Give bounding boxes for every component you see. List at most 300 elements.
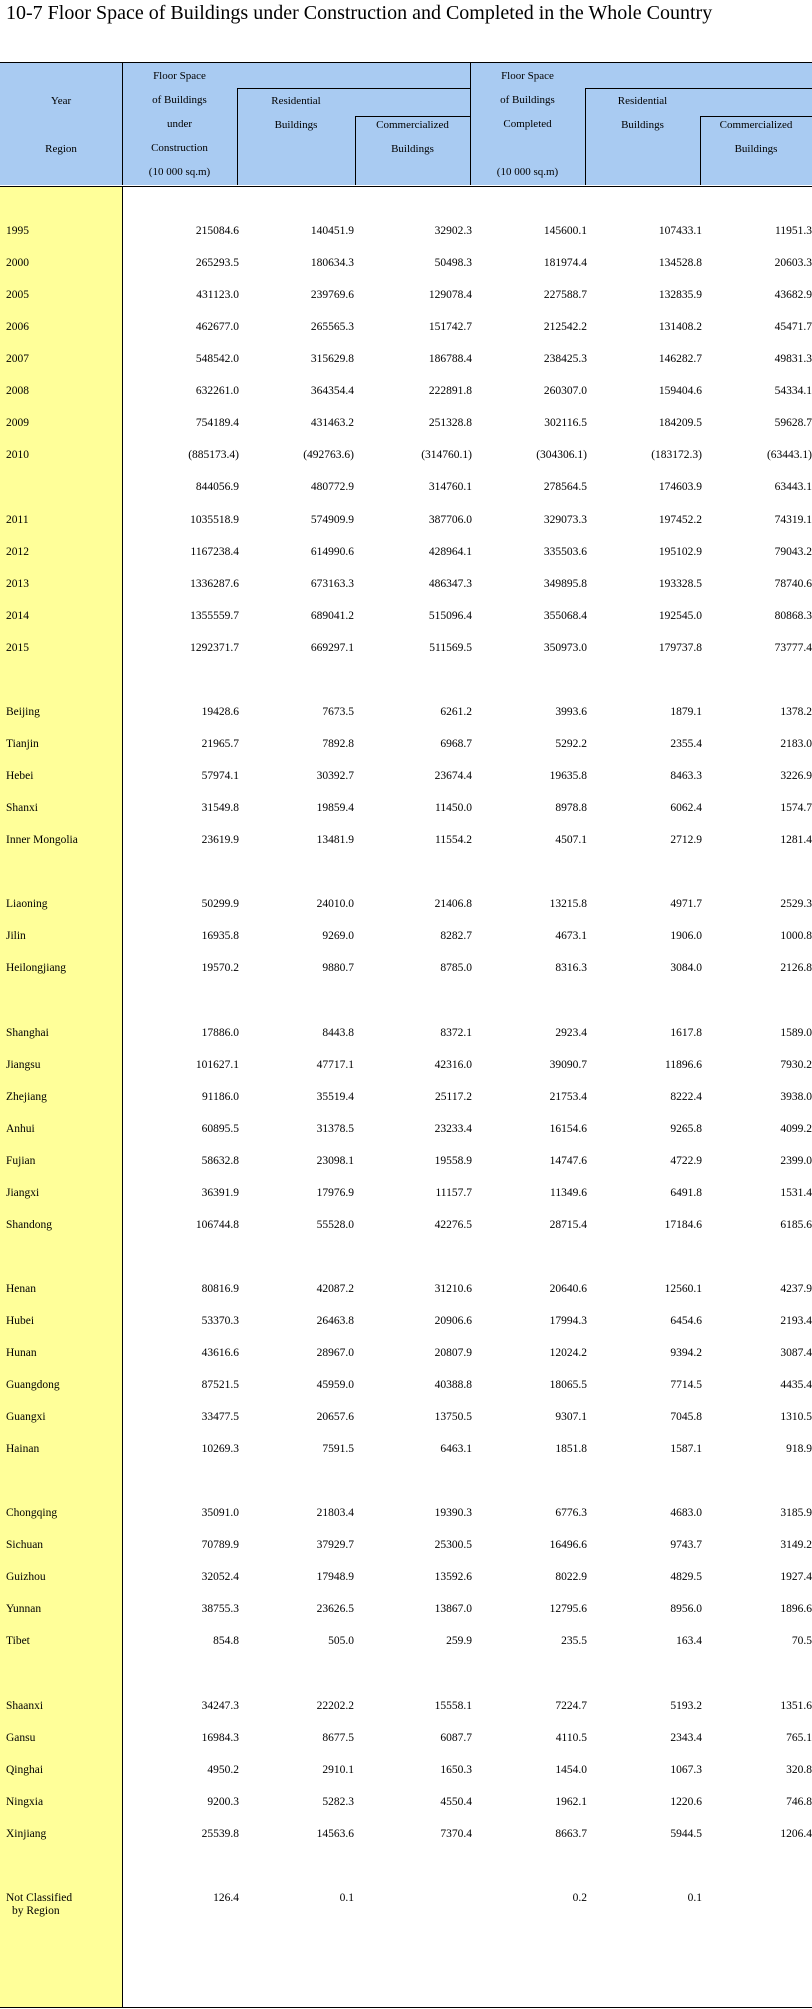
cell-value: 1454.0 (555, 1764, 587, 1776)
cell-value: 184209.5 (658, 417, 702, 429)
cell-value: 8316.3 (555, 962, 587, 974)
cell-value: 21803.4 (316, 1507, 354, 1519)
cell-value: 25117.2 (435, 1091, 472, 1103)
cell-value: 669297.1 (310, 642, 354, 654)
table-row (0, 1507, 812, 1529)
cell-value: 222891.8 (428, 385, 472, 397)
cell-value: 45471.7 (774, 321, 812, 333)
row-label: 2009 (6, 417, 29, 429)
cell-value: 260307.0 (543, 385, 587, 397)
cell-value: 23626.5 (316, 1603, 354, 1615)
header-bottom-rule (0, 186, 812, 187)
cell-value: 511569.5 (429, 642, 472, 654)
cell-value: 2126.8 (780, 962, 812, 974)
cell-value: 1927.4 (780, 1571, 812, 1583)
cell-value: 239769.6 (310, 289, 354, 301)
cell-value: 17976.9 (316, 1187, 354, 1199)
cell-value: 59628.7 (774, 417, 812, 429)
cell-value: 2343.4 (670, 1732, 702, 1744)
cell-value: 6491.8 (670, 1187, 702, 1199)
cell-value: 7714.5 (670, 1379, 702, 1391)
cell-value: 4829.5 (670, 1571, 702, 1583)
cell-value: 350973.0 (543, 642, 587, 654)
cell-value: 8282.7 (440, 930, 472, 942)
cell-value: 9200.3 (207, 1796, 239, 1808)
cell-value: 1531.4 (780, 1187, 812, 1199)
cell-value: 20657.6 (316, 1411, 354, 1423)
cell-value: (492763.6) (303, 449, 354, 461)
cell-value: 13215.8 (549, 898, 587, 910)
cell-value: 32052.4 (201, 1571, 239, 1583)
cell-value: (63443.1) (766, 449, 812, 461)
table-row (0, 1315, 812, 1337)
cell-value: 180634.3 (310, 257, 354, 269)
cell-value: 17994.3 (549, 1315, 587, 1327)
cell-value: 1292371.7 (190, 642, 239, 654)
table-row (0, 417, 812, 439)
cell-value: 70789.9 (201, 1539, 239, 1551)
cell-value: 5292.2 (555, 738, 587, 750)
cell-value: 12560.1 (664, 1283, 702, 1295)
cell-value: 480772.9 (310, 481, 354, 493)
cell-value: 0.1 (687, 1892, 702, 1904)
cell-value: 17886.0 (201, 1027, 239, 1039)
cell-value: 574909.9 (310, 514, 354, 526)
cell-value: 462677.0 (195, 321, 239, 333)
cell-value: 47717.1 (316, 1059, 354, 1071)
cell-value: 486347.3 (428, 578, 472, 590)
cell-value: 22202.2 (316, 1700, 354, 1712)
cell-value: 23233.4 (434, 1123, 472, 1135)
cell-value: 20603.3 (774, 257, 812, 269)
cell-value: 329073.3 (543, 514, 587, 526)
row-label: Anhui (6, 1123, 35, 1135)
table-row (0, 1379, 812, 1401)
cell-value: 106744.8 (195, 1219, 239, 1231)
table-row (0, 1283, 812, 1305)
cell-value: 548542.0 (195, 353, 239, 365)
cell-value: 60895.5 (201, 1123, 239, 1135)
row-label: Jilin (6, 930, 26, 942)
cell-value: 387706.0 (428, 514, 472, 526)
cell-value: 364354.4 (310, 385, 354, 397)
row-label: Inner Mongolia (6, 834, 78, 846)
cell-value: 17184.6 (664, 1219, 702, 1231)
cell-value: 25539.8 (201, 1828, 239, 1840)
row-label: 1995 (6, 225, 29, 237)
cell-value: 11554.2 (435, 834, 472, 846)
cell-value: 45959.0 (316, 1379, 354, 1391)
table-row (0, 289, 812, 311)
cell-value: 91186.0 (202, 1091, 239, 1103)
cell-value: 107433.1 (658, 225, 702, 237)
cell-value: 23674.4 (434, 770, 472, 782)
row-label: Shandong (6, 1219, 52, 1231)
row-label: Gansu (6, 1732, 36, 1744)
table-row (0, 1091, 812, 1113)
cell-value: 3185.9 (780, 1507, 812, 1519)
cell-value: 12024.2 (549, 1347, 587, 1359)
cell-value: 8956.0 (670, 1603, 702, 1615)
cell-value: 70.5 (791, 1635, 812, 1647)
cell-value: 4673.1 (555, 930, 587, 942)
cell-value: 5282.3 (322, 1796, 354, 1808)
cell-value: 28967.0 (316, 1347, 354, 1359)
cell-value: 37929.7 (316, 1539, 354, 1551)
header-year-region: Year Region (45, 95, 77, 155)
cell-value: 49831.3 (774, 353, 812, 365)
cell-value: 15558.1 (434, 1700, 472, 1712)
table-row (0, 578, 812, 600)
cell-value: 4507.1 (555, 834, 587, 846)
row-label: Shaanxi (6, 1700, 44, 1712)
cell-value: 1574.7 (780, 802, 812, 814)
cell-value: 31378.5 (316, 1123, 354, 1135)
cell-value: 1378.2 (780, 706, 812, 718)
cell-value: 4550.4 (440, 1796, 472, 1808)
row-label: Ningxia (6, 1796, 44, 1808)
cell-value: 20807.9 (434, 1347, 472, 1359)
row-label: Jiangsu (6, 1059, 41, 1071)
cell-value: 186788.4 (428, 353, 472, 365)
row-label: Hebei (6, 770, 34, 782)
cell-value: 9880.7 (322, 962, 354, 974)
cell-value: 126.4 (213, 1892, 239, 1904)
cell-value: 1220.6 (670, 1796, 702, 1808)
row-label: 2010 (6, 449, 29, 461)
cell-value: 58632.8 (201, 1155, 239, 1167)
row-label: 2013 (6, 578, 29, 590)
cell-value: 2355.4 (670, 738, 702, 750)
cell-value: 7045.8 (670, 1411, 702, 1423)
cell-value: 63443.1 (774, 481, 812, 493)
cell-value: 28715.4 (549, 1219, 587, 1231)
cell-value: 13867.0 (434, 1603, 472, 1615)
cell-value: 349895.8 (543, 578, 587, 590)
cell-value: 42276.5 (434, 1219, 472, 1231)
cell-value: 4110.5 (555, 1732, 587, 1744)
cell-value: 145600.1 (543, 225, 587, 237)
cell-value: 227588.7 (543, 289, 587, 301)
cell-value: 24010.0 (316, 898, 354, 910)
table-row (0, 930, 812, 952)
cell-value: 146282.7 (658, 353, 702, 365)
cell-value: 101627.1 (195, 1059, 239, 1071)
table-row (0, 1027, 812, 1049)
cell-value: 16984.3 (201, 1732, 239, 1744)
cell-value: 1310.5 (780, 1411, 812, 1423)
cell-value: 4099.2 (780, 1123, 812, 1135)
cell-value: 6261.2 (440, 706, 472, 718)
cell-value: 23619.9 (201, 834, 239, 846)
table-row (0, 1796, 812, 1818)
cell-value: 3993.6 (555, 706, 587, 718)
cell-value: 3938.0 (780, 1091, 812, 1103)
cell-value: 19859.4 (316, 802, 354, 814)
cell-value: 4950.2 (207, 1764, 239, 1776)
row-label: Xinjiang (6, 1828, 47, 1840)
cell-value: 1281.4 (780, 834, 812, 846)
footer-label: by Region (12, 1905, 60, 1917)
row-label: Guizhou (6, 1571, 46, 1583)
row-label: Beijing (6, 706, 40, 718)
row-label: 2007 (6, 353, 29, 365)
table-row (0, 1700, 812, 1722)
cell-value: 9265.8 (670, 1123, 702, 1135)
cell-value: 7370.4 (440, 1828, 472, 1840)
row-label: Liaoning (6, 898, 48, 910)
cell-value: 134528.8 (658, 257, 702, 269)
cell-value: 238425.3 (543, 353, 587, 365)
row-label: Guangxi (6, 1411, 46, 1423)
cell-value: 844056.9 (195, 481, 239, 493)
cell-value: 1206.4 (780, 1828, 812, 1840)
cell-value: 181974.4 (543, 257, 587, 269)
row-label: Chongqing (6, 1507, 58, 1519)
cell-value: 55528.0 (316, 1219, 354, 1231)
cell-value: 431123.0 (196, 289, 239, 301)
cell-value: 2923.4 (555, 1027, 587, 1039)
cell-value: 0.2 (572, 1892, 587, 1904)
cell-value: 74319.1 (774, 514, 812, 526)
cell-value: 3084.0 (670, 962, 702, 974)
cell-value: 6454.6 (670, 1315, 702, 1327)
cell-value: 428964.1 (428, 546, 472, 558)
cell-value: 30392.7 (316, 770, 354, 782)
cell-value: 689041.2 (310, 610, 354, 622)
cell-value: 9743.7 (670, 1539, 702, 1551)
cell-value: 43682.9 (774, 289, 812, 301)
table-row (0, 353, 812, 375)
cell-value: 19558.9 (434, 1155, 472, 1167)
table-row (0, 481, 812, 503)
cell-value: 11349.6 (550, 1187, 587, 1199)
cell-value: 7892.8 (322, 738, 354, 750)
cell-value: 11896.6 (665, 1059, 702, 1071)
table-row (0, 1123, 812, 1145)
cell-value: 315629.8 (310, 353, 354, 365)
cell-value: 7930.2 (780, 1059, 812, 1071)
row-label: Heilongjiang (6, 962, 67, 974)
table-row (0, 1635, 812, 1657)
row-label: Fujian (6, 1155, 36, 1167)
row-label: Shanghai (6, 1027, 49, 1039)
table-row (0, 1187, 812, 1209)
cell-value: 673163.3 (310, 578, 354, 590)
cell-value: 235.5 (561, 1635, 587, 1647)
cell-value: 3087.4 (780, 1347, 812, 1359)
cell-value: 335503.6 (543, 546, 587, 558)
row-label: Yunnan (6, 1603, 42, 1615)
row-label: Shanxi (6, 802, 38, 814)
cell-value: 8677.5 (322, 1732, 354, 1744)
cell-value: 1351.6 (780, 1700, 812, 1712)
cell-value: 11450.0 (435, 802, 472, 814)
row-label: Hubei (6, 1315, 35, 1327)
table-row (0, 1443, 812, 1465)
cell-value: 918.9 (786, 1443, 812, 1455)
footer-label-row (0, 1905, 812, 1927)
cell-value: 151742.7 (428, 321, 472, 333)
cell-value: 8222.4 (670, 1091, 702, 1103)
table-row (0, 898, 812, 920)
cell-value: 614990.6 (310, 546, 354, 558)
cell-value: 1035518.9 (190, 514, 239, 526)
row-label: 2000 (6, 257, 29, 269)
cell-value: 8372.1 (440, 1027, 472, 1039)
row-label: Tianjin (6, 738, 39, 750)
cell-value: 3149.2 (780, 1539, 812, 1551)
cell-value: 35519.4 (316, 1091, 354, 1103)
cell-value: 13481.9 (316, 834, 354, 846)
table-row (0, 738, 812, 760)
cell-value: 11951.3 (775, 225, 812, 237)
cell-value: 1906.0 (670, 930, 702, 942)
cell-value: 2399.0 (780, 1155, 812, 1167)
cell-value: 16935.8 (201, 930, 239, 942)
table-row (0, 834, 812, 856)
cell-value: 6463.1 (440, 1443, 472, 1455)
cell-value: 765.1 (786, 1732, 812, 1744)
cell-value: 314760.1 (428, 481, 472, 493)
cell-value: 19570.2 (201, 962, 239, 974)
cell-value: 129078.4 (428, 289, 472, 301)
cell-value: 355068.4 (543, 610, 587, 622)
table-row (0, 1828, 812, 1850)
cell-value: 6062.4 (670, 802, 702, 814)
cell-value: 17948.9 (316, 1571, 354, 1583)
cell-value: 302116.5 (544, 417, 587, 429)
cell-value: 1587.1 (670, 1443, 702, 1455)
row-label: 2008 (6, 385, 29, 397)
cell-value: 6087.7 (440, 1732, 472, 1744)
cell-value: 192545.0 (658, 610, 702, 622)
cell-value: 4722.9 (670, 1155, 702, 1167)
row-label: Hainan (6, 1443, 40, 1455)
table-row (0, 962, 812, 984)
cell-value: 505.0 (328, 1635, 354, 1647)
cell-value: 4683.0 (670, 1507, 702, 1519)
cell-value: 36391.9 (201, 1187, 239, 1199)
row-label: 2014 (6, 610, 29, 622)
cell-value: 21406.8 (434, 898, 472, 910)
cell-value: 2910.1 (322, 1764, 354, 1776)
row-label: Guangdong (6, 1379, 60, 1391)
row-label: 2011 (6, 514, 29, 526)
table-row (0, 257, 812, 279)
cell-value: 42316.0 (434, 1059, 472, 1071)
cell-value: 4435.4 (780, 1379, 812, 1391)
cell-value: 6776.3 (555, 1507, 587, 1519)
cell-value: 132835.9 (658, 289, 702, 301)
cell-value: 431463.2 (310, 417, 354, 429)
table-row (0, 1764, 812, 1786)
cell-value: 212542.2 (543, 321, 587, 333)
cell-value: 5944.5 (670, 1828, 702, 1840)
table-row (0, 225, 812, 247)
table-row (0, 1411, 812, 1433)
table-row (0, 1219, 812, 1241)
cell-value: 14747.6 (549, 1155, 587, 1167)
row-label: Jiangxi (6, 1187, 40, 1199)
cell-value: 12795.6 (549, 1603, 587, 1615)
cell-value: 9307.1 (555, 1411, 587, 1423)
table-row (0, 321, 812, 343)
row-label: Sichuan (6, 1539, 44, 1551)
cell-value: 33477.5 (201, 1411, 239, 1423)
table-row (0, 642, 812, 664)
cell-value: 179737.8 (658, 642, 702, 654)
table-row (0, 770, 812, 792)
cell-value: 25300.5 (434, 1539, 472, 1551)
page-title: 10-7 Floor Space of Buildings under Construction and Completed in the Whole Country (6, 2, 713, 24)
cell-value: 1879.1 (670, 706, 702, 718)
header-commercialized-completed: Commercialized Buildings (719, 119, 793, 155)
cell-value: 19635.8 (549, 770, 587, 782)
table-row (0, 610, 812, 632)
cell-value: 21753.4 (549, 1091, 587, 1103)
cell-value: (885173.4) (188, 449, 239, 461)
cell-value: 14563.6 (316, 1828, 354, 1840)
cell-value: 131408.2 (658, 321, 702, 333)
cell-value: 278564.5 (543, 481, 587, 493)
row-label: 2006 (6, 321, 29, 333)
row-label: Hunan (6, 1347, 37, 1359)
cell-value: 26463.8 (316, 1315, 354, 1327)
cell-value: 35091.0 (201, 1507, 239, 1519)
table-row (0, 1571, 812, 1593)
cell-value: 1650.3 (440, 1764, 472, 1776)
cell-value: 19390.3 (434, 1507, 472, 1519)
cell-value: 174603.9 (658, 481, 702, 493)
cell-value: 4237.9 (780, 1283, 812, 1295)
cell-value: 259.9 (446, 1635, 472, 1647)
cell-value: 73777.4 (774, 642, 812, 654)
cell-value: 195102.9 (658, 546, 702, 558)
cell-value: 1617.8 (670, 1027, 702, 1039)
cell-value: 320.8 (786, 1764, 812, 1776)
cell-value: 1355559.7 (190, 610, 239, 622)
cell-value: 4971.7 (670, 898, 702, 910)
table-row (0, 1732, 812, 1754)
cell-value: 1896.6 (780, 1603, 812, 1615)
cell-value: 0.1 (339, 1892, 354, 1904)
cell-value: 6968.7 (440, 738, 472, 750)
row-label: Zhejiang (6, 1091, 47, 1103)
cell-value: 1851.8 (555, 1443, 587, 1455)
table-row (0, 546, 812, 568)
cell-value: 1336287.6 (190, 578, 239, 590)
table-row (0, 1603, 812, 1625)
cell-value: 1589.0 (780, 1027, 812, 1039)
cell-value: 87521.5 (201, 1379, 239, 1391)
cell-value: 13592.6 (434, 1571, 472, 1583)
cell-value: 2193.4 (780, 1315, 812, 1327)
cell-value: 34247.3 (201, 1700, 239, 1712)
cell-value: 8022.9 (555, 1571, 587, 1583)
cell-value: (314760.1) (421, 449, 472, 461)
cell-value: 632261.0 (195, 385, 239, 397)
cell-value: 1000.8 (780, 930, 812, 942)
cell-value: 1167238.4 (190, 546, 239, 558)
row-label: Qinghai (6, 1764, 44, 1776)
cell-value: 80868.3 (774, 610, 812, 622)
cell-value: 31210.6 (434, 1283, 472, 1295)
cell-value: 251328.8 (428, 417, 472, 429)
cell-value: (183172.3) (651, 449, 702, 461)
cell-value: 8978.8 (555, 802, 587, 814)
table-row (0, 1059, 812, 1081)
